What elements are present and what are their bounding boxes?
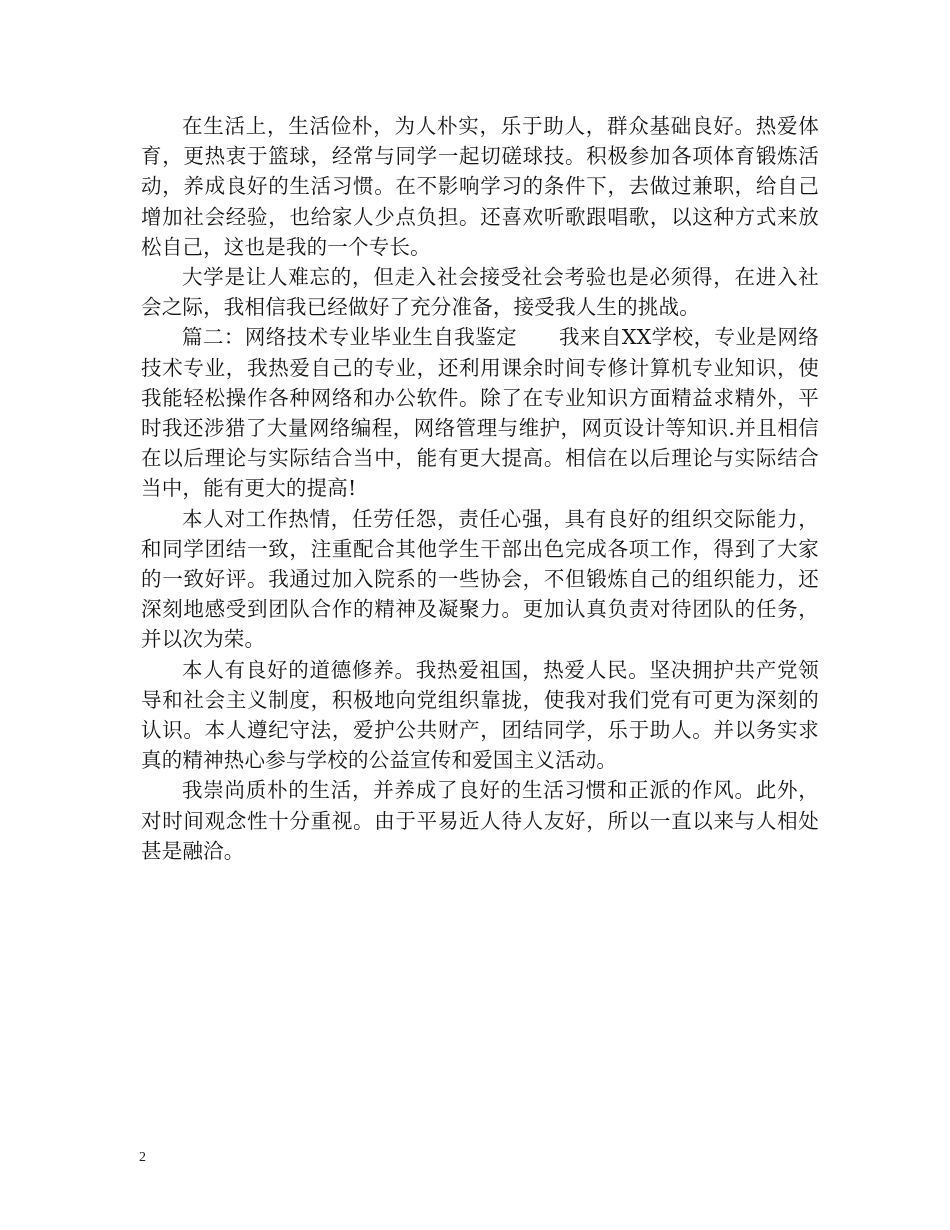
paragraph-network-major: 篇二：网络技术专业毕业生自我鉴定 我来自XX学校，专业是网络技术专业，我热爱自己的专业，还利用课余时间专修计算机专业知识，使我能轻松操作各种网络和办公软件。除了在专业知识方面精益求精外，平时我还涉猎了大量网络编程，网络管理与维护，网页设计等知识.并且相信在以后理论与实际结合当中，能有更大提高。相信在以后理论与实际结合当中，能有更大的提高! — [141, 325, 819, 501]
paragraph-work-attitude: 本人对工作热情，任劳任怨，责任心强，具有良好的组织交际能力，和同学团结一致，注重配合其他学生干部出色完成各项工作，得到了大家的一致好评。我通过加入院系的一些协会，不但锻炼自己的组织能力，还深刻地感受到团队合作的精神及凝聚力。更加认真负责对待团队的任务，并以次为荣。 — [141, 506, 819, 652]
paragraph-morality: 本人有良好的道德修养。我热爱祖国，热爱人民。坚决拥护共产党领导和社会主义制度，积极地向党组织靠拢，使我对我们党有可更为深刻的认识。本人遵纪守法，爱护公共财产，团结同学，乐于助人。并以务实求真的精神热心参与学校的公益宣传和爱国主义活动。 — [141, 657, 819, 773]
paragraph-university: 大学是让人难忘的，但走入社会接受社会考验也是必须得，在进入社会之际，我相信我已经做好了充分准备，接受我人生的挑战。 — [141, 265, 819, 320]
page-number: 2 — [139, 1150, 146, 1165]
paragraph-lifestyle: 我崇尚质朴的生活，并养成了良好的生活习惯和正派的作风。此外，对时间观念性十分重视。由于平易近人待人友好，所以一直以来与人相处甚是融洽。 — [141, 778, 819, 863]
document-body — [141, 111, 819, 866]
paragraph-life: 在生活上，生活俭朴，为人朴实，乐于助人，群众基础良好。热爱体育，更热衷于篮球，经常与同学一起切磋球技。积极参加各项体育锻炼活动，养成良好的生活习惯。在不影响学习的条件下，去做过兼职，给自己增加社会经验，也给家人少点负担。还喜欢听歌跟唱歌，以这种方式来放松自己，这也是我的一个专长。 — [141, 114, 819, 259]
